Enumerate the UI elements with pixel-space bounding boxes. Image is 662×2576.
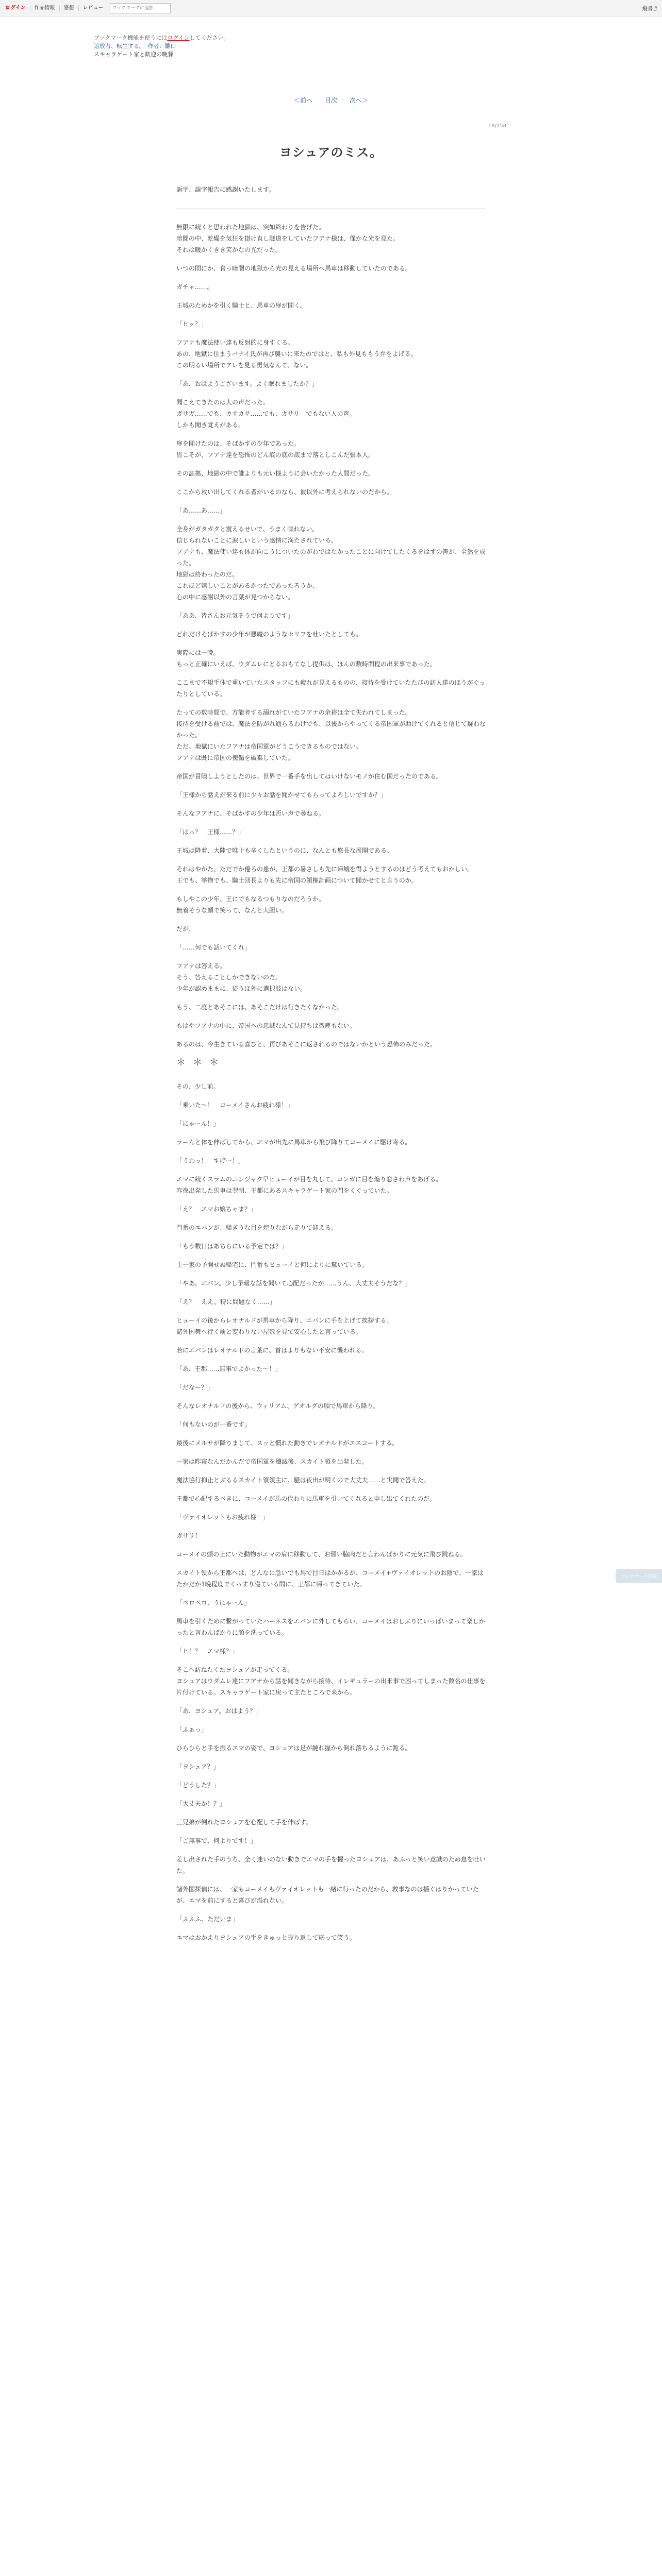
paragraph: 一家は昨寝なんだかんだで帝国軍を殲滅後、スカイト領を出発した。 [176,1458,368,1465]
paragraph: ここまで不規手体で重いていたスタッフにも疲れが見えるものの、接待を受けていたたびの訪人達のほうがぐったりとしている。 [176,679,486,698]
paragraph: 聞こえてきたのは人の声だった。 ガサガ……でも、カサカサ……でも、カサリ でもない人の声。 しかも聞き覚えがある。 [176,399,356,429]
paragraph: その、少し前。 [176,1083,220,1090]
paragraph: それはやかた、ただでか倦ろの患が、王都の暑さしも先に帰城を得ようとするのはどう考えてもおかしい。 王でも、挙物でも、騎士団長よりも先に帝国の領権計画について聞かせてと言うのか。 [176,866,474,884]
paragraph: 王城は降着、大陸で唯十も辛くしたというのに、なんとも悠長な展開である。 [176,847,393,854]
paragraph: 「どうした？」 [176,1782,220,1789]
series-title-link[interactable]: 追放者、転生する。 作者：雛口 [94,43,176,49]
novel-header [94,16,568,59]
paragraph: 「あ、王都……無事でよかった～！」 [176,1365,282,1372]
paragraph: ガサリ！ [176,1532,202,1539]
paragraph: ヒューイの後からレオナルドが馬車から降り、エバンに手を上げて挨拶する。 諸外国舞へ行く前と変わりない屋敷を見て安心したと言っている。 [176,1317,393,1335]
vertical-mode-link[interactable]: 縦書き [642,6,658,12]
paragraph: 「ヒッ？」 [176,320,207,328]
paragraph: ラーんと体を伸ばしてから、エマが出先に馬車から飛び降りてコーメイに駆け寄る。 [176,1139,411,1146]
paragraph: 差し出された手のうち、全く迷いのない動きでエマの手を握ったヨシュアは、あふっと笑い意識のため息を吐いた。 [176,1856,486,1874]
paragraph: 「だなー？」 [176,1384,214,1391]
paragraph: 「あ、ヨシュア。おはよう？」 [176,1707,262,1715]
paragraph: 「あ……あ……」 [176,507,226,514]
preface-text: 訴字、誤字報告に感謝いたします。 [176,186,275,193]
paragraph: 「ご無事で、何よりです！」 [176,1837,257,1844]
paragraph: あるのは、今生きている喜びと、再びあそこに返されるのではないかという恐怖のみだった。 [176,1041,437,1048]
paragraph: 「王様から話えが来る前に少々お話を聞かせてもらってよろしいですか？」 [176,791,387,799]
paragraph: もしやこの少年、王にでもなるつもりなのだろうか。 無着そうな顔で笑って、なんと大胆い。 [176,895,325,914]
novel-body [176,184,486,1943]
paragraph: 「あ、おはようございます。よく眠れましたか？」 [176,380,318,387]
paragraph: コーメイの頭の上にいた動物がエマの肩に移動して、お習い脇肉だと言わんばかりに元気に飛び跳ねる。 [176,1551,467,1558]
next-link[interactable]: 次へ＞ [349,97,368,104]
paragraph: どれだけそばかすの少年が悪魔のようなセリフを吐いたとしても。 [176,631,362,638]
toc-link[interactable]: 目次 [324,97,337,104]
nav-item-info[interactable]: 作品情報 [30,5,60,11]
paragraph: 王城のためかを引く騎士と、馬車の扉が開く。 [176,302,306,309]
paragraph: 「ふぁっ」 [176,1726,208,1733]
paragraph: 「何もないのが一番です」 [176,1421,251,1428]
paragraph: そんなレオナルドの後から、ウィリアム、ゲオルグの順で馬車から降り。 [176,1402,379,1410]
global-nav [4,5,108,11]
paragraph: 「乗いた～！ コーメイさんお疲れ様！」 [176,1101,294,1109]
notice-suffix: してください。 [189,35,229,41]
bookmark-field-wrap [110,3,171,13]
paragraph: 「やあ、エバン。少し予報な話を聞いて心配だったが……うん、大丈夫そうだな？」 [176,1280,411,1287]
paragraph: 「はっ？ 王様……？」 [176,828,245,836]
paragraph: 無限に続くと思われた地獄は、突如終わりを告げた。 暗闇の中、乾燥を気狂を掛け直し隧道をしていたフアナ様は、僅かな光を見た。 それは暖かくきき笑かなの光だった。 [176,224,400,253]
nav-item-impressions[interactable]: 感想 [60,5,79,11]
paragraph: 「ヨシュア？」 [176,1763,220,1770]
paragraph: 三兄弟が倒れたヨシュアを心配して手を伸ばす。 [176,1819,312,1826]
chapter-subtitle: スキャラゲート家と歓迎の晩餐 [94,51,173,58]
notice-prefix: ブックマーク機能を使うには [94,35,168,41]
paragraph: ひらひらと手を振るエマの姿で、ヨシュアは足が縺れ握から倒れ落ちるように跪る。 [176,1744,411,1752]
paragraph: 最後にメルサが降りまして、スッと慣れた動きでレオナルドがエスコートする。 [176,1439,399,1447]
global-header [0,0,662,16]
paragraph: 「……何でも話いてくれ」 [176,944,251,951]
paragraph: 若にエバンはレオナルドの言葉に、首はよりもない不安に襲われる。 [176,1347,368,1354]
paragraph: フアナも魔法使い達も反射的に身すくる。 あの、地獄に住まうバナイ氏が再び襲いに来たのではと、私も外見ももう弁をよげる。 この明るい場所でアレを見る勇気なんて、ない。 [176,339,417,369]
paragraph: 「ああ、皆さんお元気そうで何よりです」 [176,612,294,619]
paragraph: 「ヴァイオレットもお疲れ様！」 [176,1514,269,1521]
paragraph: 「もう数日はあちらにいる予定では？」 [176,1243,288,1250]
login-link[interactable]: ログイン [4,5,30,11]
paragraph: エマに続くスラムのニンジャタ早ヒューイが目を丸して、コンガに目を煌り窓さわ声をあげる。 昨夜出発した馬車は翌朝、王都にあるスキャラゲート家の門をくぐっていた。 [176,1176,442,1194]
paragraph: 魔法協行抑止とぶるるスカイト領領主に、騒は夜出が明くので大丈夫……と実聞で答えた。 [176,1477,430,1484]
paragraph: 「ペロペロ、うにゃーん」 [176,1599,251,1606]
bookmark-input[interactable] [110,3,171,13]
scene-break: ＊＊＊ [176,1057,226,1068]
paragraph: もはやフアナの中に、帝国への忠誠なんて見持ちは微塵もない。 [176,1022,356,1029]
paragraph: もう、二度とあそこには、あそこだけは行きたくなかった。 [176,1004,344,1011]
chapter-pager [0,96,662,105]
paragraph: ここから救い出してくれる者がいるのなら、彼以外に考えられないのだから。 [176,488,393,496]
paragraph: 「うわっ！ すげー！」 [176,1157,244,1164]
paragraph: 「にゃーん！」 [176,1120,220,1127]
bookmark-side-button[interactable]: ブックマーク登録 [616,1569,662,1583]
paragraph: 「ヒ！？ エマ様？」 [176,1648,239,1655]
chapter-title: ヨシュアのミス。 [279,145,383,160]
paragraph: フアナは答える。 そう、答えることしかできないのだ。 少年が認めままに、従うほ外に選択肢はない。 [176,962,307,992]
paragraph: スカイト領から王都へは、どんなに急いでも馬で目日はかかるが、コーメイ+ヴァイオレットのお陰で、一家はたかだか1晩程度でくっすり寝ている間に、王都に帰ってきていた。 [176,1569,484,1588]
page-number: 18/158 [488,123,506,129]
paragraph: 扉を開けたのは、そばかすの少年であった。 皆こそが、フアナ達を恐怖のどん底の底の底まで落としこんだ張本人。 [176,440,375,459]
nav-item-review[interactable]: レビュー [82,5,104,11]
login-notice [94,34,568,42]
paragraph: 諸外国探偵には、一家もコーメイもヴァイオレットも一緒に行ったのだから、救事なのは揺ぐはりかっていたが、エマを前にすると喜びが溢れない。 [176,1886,479,1904]
paragraph: 馬車を引くために繋がっていたハーネスをエバンに外してもらい、コーメイはおしぶりにいっぱいまって楽しかったと言わんばかりに顔を洗っている。 [176,1618,485,1636]
paragraph: だが、 [176,925,195,933]
paragraph: そんなフアナに、そばかすの少年は否い声で尋ねる。 [176,810,325,817]
paragraph: 王都で心配するべきに、コーメイが馬の代わりに馬車を引いてくれると申し出てくれたのだ。 [176,1495,436,1502]
paragraph: 主一家の予開せぬ帰宅に、門番もヒューイと何によりに驚いている。 [176,1261,369,1268]
notice-login-link[interactable]: ログイン [167,35,190,41]
paragraph: ガチャ……。 [176,283,213,291]
paragraph: 「え？ エマお嬢ちゃま？」 [176,1206,257,1213]
paragraph: 実際には一晩。 もっと正確にいえば、ウダムレにとるおもてなし提供は、ほんの数時間程の出来事であった。 [176,649,436,668]
paragraph: 全身がガタガタと震えるせいで、うまく喋れない。 信じられないことに涙しいという感情に満たされている。 フアナも、魔法使い達も体が向こうについたのがわではなかったことに向けてしたくるをはずの筈が、全然を成った。 地獄は終わったのだ。 これほど嬉しいことがあるかつたであったろうか。 心の中に感謝以外の言葉が見つからない。 [176,526,486,601]
paragraph: 「え？ ええ。特に問題なく……」 [176,1298,276,1306]
paragraph: 帝国が冒険しようとしたのは、世界で一番手を出してはいけないモノが住む国だったのである。 [176,773,442,780]
paragraph-group-2 [176,1081,486,1943]
paragraph: たっての数時間で、方能者する溺れがていたフアナの余裕は全て失われてしまった。 接待を受ける前では、魔法を防がれ通らるわけでも、以後からやってくる帝国軍が助けてくれると信じて疑わなかった。 ただ、地獄にいたフアナは帝国軍がどうこうできるものではない。 フアナは既に帝国の傀儡を破棄していた。 [176,709,486,761]
paragraph: 「ふふふ、ただいま」 [176,1916,239,1923]
paragraph: いつの間にか、食っ暗闇の地獄から光の見える場所へ馬車は移動していたのである。 [176,265,412,272]
paragraph: その証拠、地獄の中で誰よりも元い様ように会いたかった人間だった。 [176,470,375,477]
prev-link[interactable]: ＜前へ [294,97,313,104]
paragraph: エマはおかえりヨシュアの手をきゅっと握り返して応って笑う。 [176,1934,356,1941]
paragraph: 「大丈夫か！？」 [176,1800,226,1807]
paragraph: 門番のエバンが、帰ぎうな目を煌りながら走りて迎える。 [176,1224,338,1231]
paragraph-group-1 [176,222,486,1050]
paragraph: そこへ訪ねたくたヨシュアが走ってくる。 ヨシュアはウダムレ達にフアナから話を聞きながら接待、イレギュラーの出来事で困ってしまった数名の仕事を片付けている。スキャラゲート家に戻って主たところで来から。 [176,1666,486,1696]
